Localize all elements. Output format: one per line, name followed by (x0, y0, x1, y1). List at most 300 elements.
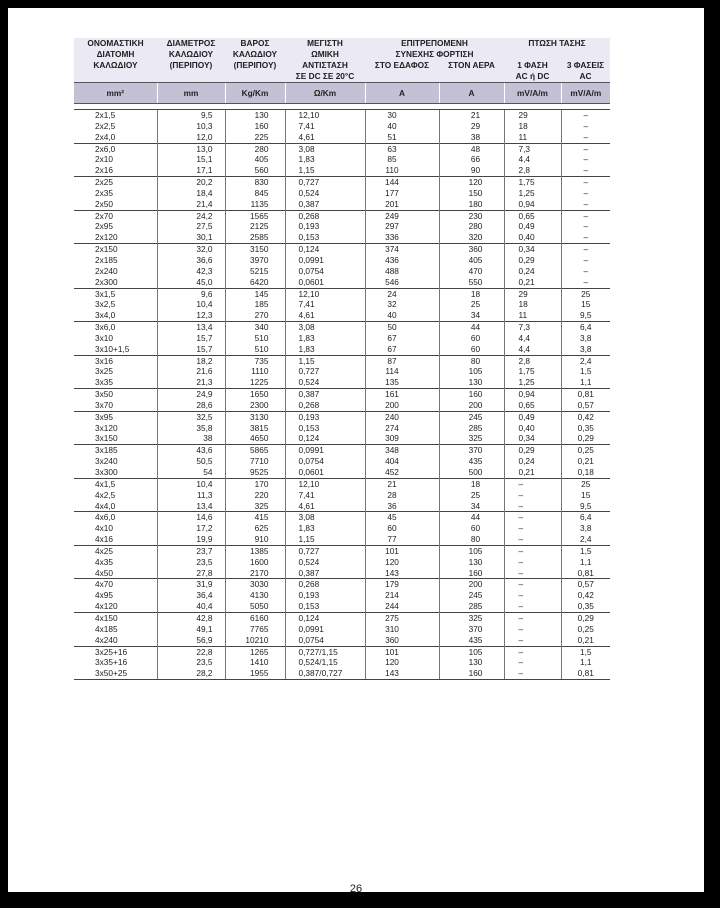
current-soil-cell: 110 (365, 165, 439, 176)
current-air-cell: 60 (439, 333, 504, 344)
table-row (74, 400, 610, 411)
current-soil-cell: 45 (365, 512, 439, 523)
diameter-cell: 15,7 (157, 333, 225, 344)
weight-cell: 1135 (225, 199, 285, 210)
drop-3-phase-cell: – (561, 177, 610, 188)
cross-section-cell: 2x6,0 (74, 143, 157, 154)
table-row (74, 568, 610, 579)
current-air-cell: 21 (439, 110, 504, 121)
cross-section-cell: 2x95 (95, 221, 113, 232)
diameter-cell: 14,6 (157, 512, 225, 523)
diameter-cell: 18,2 (157, 355, 225, 366)
diameter-cell: 28,6 (157, 400, 225, 411)
diameter-cell: 9,6 (157, 288, 225, 299)
resistance-cell: 4,61 (285, 310, 365, 321)
drop-1-phase-cell: 0,24 (504, 456, 561, 467)
drop-3-phase-cell: 0,25 (561, 624, 610, 635)
drop-1-phase-cell: 2,8 (504, 355, 561, 366)
weight-cell: 7765 (225, 624, 285, 635)
table-row (74, 512, 610, 523)
current-soil-cell: 436 (365, 255, 439, 266)
diameter-cell: 13,4 (157, 322, 225, 333)
header-drop-3-phase: 3 ΦΑΣΕΙΣ AC (561, 60, 610, 83)
current-air-cell: 285 (439, 601, 504, 612)
weight-cell: 5865 (225, 445, 285, 456)
weight-cell: 2125 (225, 221, 285, 232)
current-soil-cell: 60 (365, 523, 439, 534)
diameter-cell: 30,1 (157, 232, 225, 243)
resistance-cell: 0,387/0,727 (285, 668, 365, 679)
cross-section-cell: 2x4,0 (95, 131, 116, 142)
table-row (74, 121, 610, 132)
current-air-cell: 245 (439, 411, 504, 422)
diameter-cell: 21,6 (157, 366, 225, 377)
current-soil-cell: 51 (365, 132, 439, 143)
cross-section-cell: 2x25 (74, 177, 157, 188)
cross-section-cell: 4x1,5 (74, 478, 157, 489)
current-soil-cell: 374 (365, 244, 439, 255)
table-row (74, 344, 610, 355)
resistance-cell: 1,83 (285, 154, 365, 165)
table-row (74, 545, 610, 556)
table-row (74, 534, 610, 545)
drop-1-phase-cell: 0,94 (504, 389, 561, 400)
drop-1-phase-cell: 0,29 (504, 255, 561, 266)
drop-3-phase-cell: – (561, 255, 610, 266)
diameter-cell: 43,6 (157, 445, 225, 456)
cross-section-cell: 2x50 (95, 198, 113, 209)
diameter-cell: 17,2 (157, 523, 225, 534)
drop-3-phase-cell: 15 (561, 490, 610, 501)
table-row (74, 277, 610, 288)
drop-1-phase-cell: 29 (504, 288, 561, 299)
current-air-cell: 435 (439, 635, 504, 646)
table-row (74, 612, 610, 623)
drop-3-phase-cell: 1,1 (561, 377, 610, 388)
weight-cell: 5050 (225, 601, 285, 612)
weight-cell: 220 (225, 490, 285, 501)
current-air-cell: 44 (439, 322, 504, 333)
unit-cell: mV/A/m (504, 83, 561, 104)
drop-3-phase-cell: – (561, 110, 610, 121)
weight-cell: 5215 (225, 266, 285, 277)
drop-3-phase-cell: – (561, 266, 610, 277)
drop-3-phase-cell: – (561, 199, 610, 210)
current-soil-cell: 275 (365, 612, 439, 623)
unit-cell: Kg/Km (225, 83, 285, 104)
current-air-cell: 25 (439, 299, 504, 310)
resistance-cell: 7,41 (285, 299, 365, 310)
diameter-cell: 32,0 (157, 244, 225, 255)
drop-1-phase-cell: – (504, 624, 561, 635)
drop-3-phase-cell: 25 (561, 478, 610, 489)
table-row (74, 110, 610, 121)
table-row (74, 244, 610, 255)
resistance-cell: 0,524 (285, 377, 365, 388)
drop-3-phase-cell: – (561, 221, 610, 232)
drop-3-phase-cell: 0,42 (561, 590, 610, 601)
resistance-cell: 0,387 (285, 199, 365, 210)
current-soil-cell: 310 (365, 624, 439, 635)
drop-3-phase-cell: – (561, 277, 610, 288)
resistance-cell: 0,524 (285, 188, 365, 199)
current-air-cell: 44 (439, 512, 504, 523)
cross-section-cell: 3x185 (74, 445, 157, 456)
weight-cell: 1225 (225, 377, 285, 388)
current-soil-cell: 114 (365, 366, 439, 377)
cross-section-cell: 3x150 (95, 433, 118, 444)
weight-cell: 1955 (225, 668, 285, 679)
drop-3-phase-cell: 1,1 (561, 557, 610, 568)
current-soil-cell: 546 (365, 277, 439, 288)
cross-section-cell: 3x25 (95, 366, 113, 377)
current-soil-cell: 21 (365, 478, 439, 489)
drop-3-phase-cell: 0,21 (561, 456, 610, 467)
current-soil-cell: 135 (365, 377, 439, 388)
cross-section-cell: 4x185 (95, 623, 118, 634)
drop-3-phase-cell: 0,81 (561, 568, 610, 579)
current-air-cell: 105 (439, 545, 504, 556)
current-air-cell: 500 (439, 467, 504, 478)
drop-1-phase-cell: 0,65 (504, 210, 561, 221)
cross-section-cell: 3x35 (95, 377, 113, 388)
drop-1-phase-cell: 0,40 (504, 232, 561, 243)
drop-3-phase-cell: 0,21 (561, 635, 610, 646)
cross-section-cell: 4x16 (95, 534, 113, 545)
drop-3-phase-cell: 15 (561, 299, 610, 310)
resistance-cell: 1,83 (285, 333, 365, 344)
cross-section-cell: 3x70 (95, 399, 113, 410)
resistance-cell: 0,0601 (285, 277, 365, 288)
diameter-cell: 42,8 (157, 612, 225, 623)
diameter-cell: 27,5 (157, 221, 225, 232)
table-row (74, 232, 610, 243)
diameter-cell: 19,9 (157, 534, 225, 545)
drop-1-phase-cell: 0,49 (504, 221, 561, 232)
table-row (74, 288, 610, 299)
header-current-group: ΕΠΙΤΡΕΠΟΜΕΝΗ ΣΥΝΕΧΗΣ ΦΟΡΤΙΣΗ (365, 38, 504, 60)
table-row (74, 523, 610, 534)
resistance-cell: 3,08 (285, 512, 365, 523)
current-soil-cell: 143 (365, 568, 439, 579)
resistance-cell: 0,153 (285, 232, 365, 243)
diameter-cell: 22,8 (157, 646, 225, 657)
drop-3-phase-cell: 1,1 (561, 657, 610, 668)
drop-1-phase-cell: 18 (504, 299, 561, 310)
resistance-cell: 0,124 (285, 244, 365, 255)
drop-3-phase-cell: 3,8 (561, 333, 610, 344)
drop-1-phase-cell: – (504, 579, 561, 590)
diameter-cell: 32,5 (157, 411, 225, 422)
drop-1-phase-cell: – (504, 590, 561, 601)
current-air-cell: 130 (439, 657, 504, 668)
document-page (8, 8, 704, 895)
resistance-cell: 0,524 (285, 557, 365, 568)
table-row (74, 467, 610, 478)
drop-3-phase-cell: 1,5 (561, 545, 610, 556)
diameter-cell: 21,4 (157, 199, 225, 210)
resistance-cell: 0,727 (285, 177, 365, 188)
diameter-cell: 50,5 (157, 456, 225, 467)
drop-1-phase-cell: – (504, 523, 561, 534)
current-soil-cell: 36 (365, 501, 439, 512)
table-row (74, 590, 610, 601)
current-air-cell: 245 (439, 590, 504, 601)
cross-section-cell: 4x70 (74, 579, 157, 590)
drop-1-phase-cell: – (504, 534, 561, 545)
diameter-cell: 38 (157, 433, 225, 444)
resistance-cell: 0,0991 (285, 255, 365, 266)
weight-cell: 1110 (225, 366, 285, 377)
drop-3-phase-cell: 0,18 (561, 467, 610, 478)
resistance-cell: 0,268 (285, 400, 365, 411)
table-row (74, 423, 610, 434)
drop-1-phase-cell: 1,75 (504, 177, 561, 188)
table-row (74, 456, 610, 467)
current-air-cell: 320 (439, 232, 504, 243)
table-row (74, 490, 610, 501)
drop-1-phase-cell: – (504, 512, 561, 523)
current-air-cell: 325 (439, 433, 504, 444)
drop-1-phase-cell: 0,65 (504, 400, 561, 411)
weight-cell: 325 (225, 501, 285, 512)
resistance-cell: 1,83 (285, 523, 365, 534)
diameter-cell: 35,8 (157, 423, 225, 434)
diameter-cell: 23,7 (157, 545, 225, 556)
current-air-cell: 34 (439, 310, 504, 321)
drop-3-phase-cell: 0,42 (561, 411, 610, 422)
table-row (74, 433, 610, 444)
weight-cell: 735 (225, 355, 285, 366)
drop-1-phase-cell: 4,4 (504, 154, 561, 165)
current-air-cell: 325 (439, 612, 504, 623)
resistance-cell: 0,0991 (285, 624, 365, 635)
cross-section-cell: 4x2,5 (95, 489, 116, 500)
current-air-cell: 370 (439, 624, 504, 635)
table-row (74, 266, 610, 277)
current-soil-cell: 50 (365, 322, 439, 333)
resistance-cell: 7,41 (285, 490, 365, 501)
resistance-cell: 0,193 (285, 411, 365, 422)
drop-3-phase-cell: – (561, 210, 610, 221)
resistance-cell: 0,0754 (285, 456, 365, 467)
drop-3-phase-cell: – (561, 143, 610, 154)
current-air-cell: 105 (439, 646, 504, 657)
cross-section-cell: 3x4,0 (95, 310, 116, 321)
cross-section-cell: 3x50 (74, 389, 157, 400)
units-row (74, 83, 610, 104)
diameter-cell: 42,3 (157, 266, 225, 277)
weight-cell: 4650 (225, 433, 285, 444)
table-row (74, 322, 610, 333)
header-weight: ΒΑΡΟΣ ΚΑΛΩΔΙΟΥ (ΠΕΡΙΠΟΥ) (225, 38, 285, 83)
drop-3-phase-cell: – (561, 121, 610, 132)
weight-cell: 270 (225, 310, 285, 321)
diameter-cell: 36,6 (157, 255, 225, 266)
weight-cell: 2170 (225, 568, 285, 579)
drop-3-phase-cell: 0,25 (561, 445, 610, 456)
current-soil-cell: 120 (365, 557, 439, 568)
drop-1-phase-cell: 0,40 (504, 423, 561, 434)
current-soil-cell: 244 (365, 601, 439, 612)
current-soil-cell: 40 (365, 121, 439, 132)
drop-1-phase-cell: 29 (504, 110, 561, 121)
header-resistance: ΜΕΓΙΣΤΗ ΩΜΙΚΗ ΑΝΤΙΣΤΑΣΗ ΣΕ DC ΣΕ 20°C (285, 38, 365, 83)
unit-cell: mV/A/m (561, 83, 610, 104)
current-soil-cell: 40 (365, 310, 439, 321)
current-soil-cell: 360 (365, 635, 439, 646)
weight-cell: 1650 (225, 389, 285, 400)
diameter-cell: 45,0 (157, 277, 225, 288)
cross-section-cell: 2x300 (95, 276, 118, 287)
weight-cell: 845 (225, 188, 285, 199)
drop-3-phase-cell: 0,57 (561, 400, 610, 411)
resistance-cell: 0,124 (285, 612, 365, 623)
cross-section-cell: 2x70 (74, 210, 157, 221)
current-air-cell: 18 (439, 478, 504, 489)
resistance-cell: 1,83 (285, 344, 365, 355)
drop-3-phase-cell: – (561, 232, 610, 243)
current-air-cell: 105 (439, 366, 504, 377)
current-soil-cell: 214 (365, 590, 439, 601)
current-air-cell: 285 (439, 423, 504, 434)
table-row (74, 221, 610, 232)
drop-3-phase-cell: 0,81 (561, 668, 610, 679)
drop-1-phase-cell: – (504, 646, 561, 657)
current-soil-cell: 63 (365, 143, 439, 154)
table-row (74, 199, 610, 210)
drop-3-phase-cell: 2,4 (561, 534, 610, 545)
header-voltage-drop-group: ΠΤΩΣΗ ΤΑΣΗΣ (504, 38, 610, 60)
table-row (74, 478, 610, 489)
unit-cell: mm² (74, 83, 157, 104)
table-row (74, 154, 610, 165)
resistance-cell: 0,727 (285, 545, 365, 556)
resistance-cell: 0,268 (285, 210, 365, 221)
drop-1-phase-cell: 2,8 (504, 165, 561, 176)
current-soil-cell: 30 (365, 110, 439, 121)
current-air-cell: 280 (439, 221, 504, 232)
resistance-cell: 0,153 (285, 601, 365, 612)
resistance-cell: 1,15 (285, 165, 365, 176)
current-air-cell: 29 (439, 121, 504, 132)
drop-1-phase-cell: – (504, 490, 561, 501)
cross-section-cell: 4x35 (95, 556, 113, 567)
weight-cell: 1410 (225, 657, 285, 668)
current-air-cell: 435 (439, 456, 504, 467)
weight-cell: 7710 (225, 456, 285, 467)
current-air-cell: 130 (439, 557, 504, 568)
diameter-cell: 12,3 (157, 310, 225, 321)
drop-1-phase-cell: 7,3 (504, 322, 561, 333)
table-row (74, 132, 610, 143)
resistance-cell: 0,268 (285, 579, 365, 590)
current-air-cell: 80 (439, 534, 504, 545)
drop-3-phase-cell: 2,4 (561, 355, 610, 366)
resistance-cell: 12,10 (285, 110, 365, 121)
current-soil-cell: 452 (365, 467, 439, 478)
current-soil-cell: 28 (365, 490, 439, 501)
table-row (74, 601, 610, 612)
current-soil-cell: 179 (365, 579, 439, 590)
diameter-cell: 24,9 (157, 389, 225, 400)
weight-cell: 910 (225, 534, 285, 545)
resistance-cell: 0,727/1,15 (285, 646, 365, 657)
diameter-cell: 49,1 (157, 624, 225, 635)
cross-section-cell: 3x2,5 (95, 299, 116, 310)
drop-1-phase-cell: 0,49 (504, 411, 561, 422)
diameter-cell: 40,4 (157, 601, 225, 612)
drop-1-phase-cell: 0,34 (504, 244, 561, 255)
table-row (74, 165, 610, 176)
drop-1-phase-cell: 1,25 (504, 377, 561, 388)
resistance-cell: 0,0601 (285, 467, 365, 478)
resistance-cell: 0,193 (285, 590, 365, 601)
weight-cell: 510 (225, 333, 285, 344)
weight-cell: 415 (225, 512, 285, 523)
weight-cell: 10210 (225, 635, 285, 646)
current-air-cell: 150 (439, 188, 504, 199)
drop-1-phase-cell: 0,34 (504, 433, 561, 444)
resistance-cell: 4,61 (285, 501, 365, 512)
table-row (74, 310, 610, 321)
current-air-cell: 25 (439, 490, 504, 501)
current-soil-cell: 101 (365, 646, 439, 657)
diameter-cell: 13,4 (157, 501, 225, 512)
cross-section-cell: 4x25 (74, 545, 157, 556)
cross-section-cell: 3x50+25 (74, 668, 157, 679)
current-air-cell: 48 (439, 143, 504, 154)
cross-section-cell: 4x240 (95, 634, 118, 645)
diameter-cell: 36,4 (157, 590, 225, 601)
header-diameter: ΔΙΑΜΕΤΡΟΣ ΚΑΛΩΔΙΟΥ (ΠΕΡΙΠΟΥ) (157, 38, 225, 83)
drop-3-phase-cell: – (561, 188, 610, 199)
diameter-cell: 31,9 (157, 579, 225, 590)
table-row (74, 635, 610, 646)
weight-cell: 3970 (225, 255, 285, 266)
diameter-cell: 13,0 (157, 143, 225, 154)
drop-1-phase-cell: 11 (504, 310, 561, 321)
diameter-cell: 17,1 (157, 165, 225, 176)
current-soil-cell: 32 (365, 299, 439, 310)
current-air-cell: 160 (439, 568, 504, 579)
cross-section-cell: 4x150 (74, 612, 157, 623)
weight-cell: 560 (225, 165, 285, 176)
current-air-cell: 90 (439, 165, 504, 176)
drop-1-phase-cell: – (504, 478, 561, 489)
current-soil-cell: 143 (365, 668, 439, 679)
resistance-cell: 0,387 (285, 568, 365, 579)
current-soil-cell: 85 (365, 154, 439, 165)
current-air-cell: 66 (439, 154, 504, 165)
weight-cell: 340 (225, 322, 285, 333)
resistance-cell: 3,08 (285, 143, 365, 154)
current-soil-cell: 67 (365, 333, 439, 344)
drop-1-phase-cell: – (504, 601, 561, 612)
drop-3-phase-cell: 0,57 (561, 579, 610, 590)
current-soil-cell: 348 (365, 445, 439, 456)
cross-section-cell: 4x4,0 (95, 500, 116, 511)
cross-section-cell: 3x25+16 (74, 646, 157, 657)
drop-1-phase-cell: 0,29 (504, 445, 561, 456)
unit-cell: A (365, 83, 439, 104)
current-soil-cell: 201 (365, 199, 439, 210)
table-row (74, 557, 610, 568)
drop-1-phase-cell: – (504, 557, 561, 568)
diameter-cell: 20,2 (157, 177, 225, 188)
cross-section-cell: 3x300 (95, 467, 118, 477)
resistance-cell: 0,0754 (285, 635, 365, 646)
